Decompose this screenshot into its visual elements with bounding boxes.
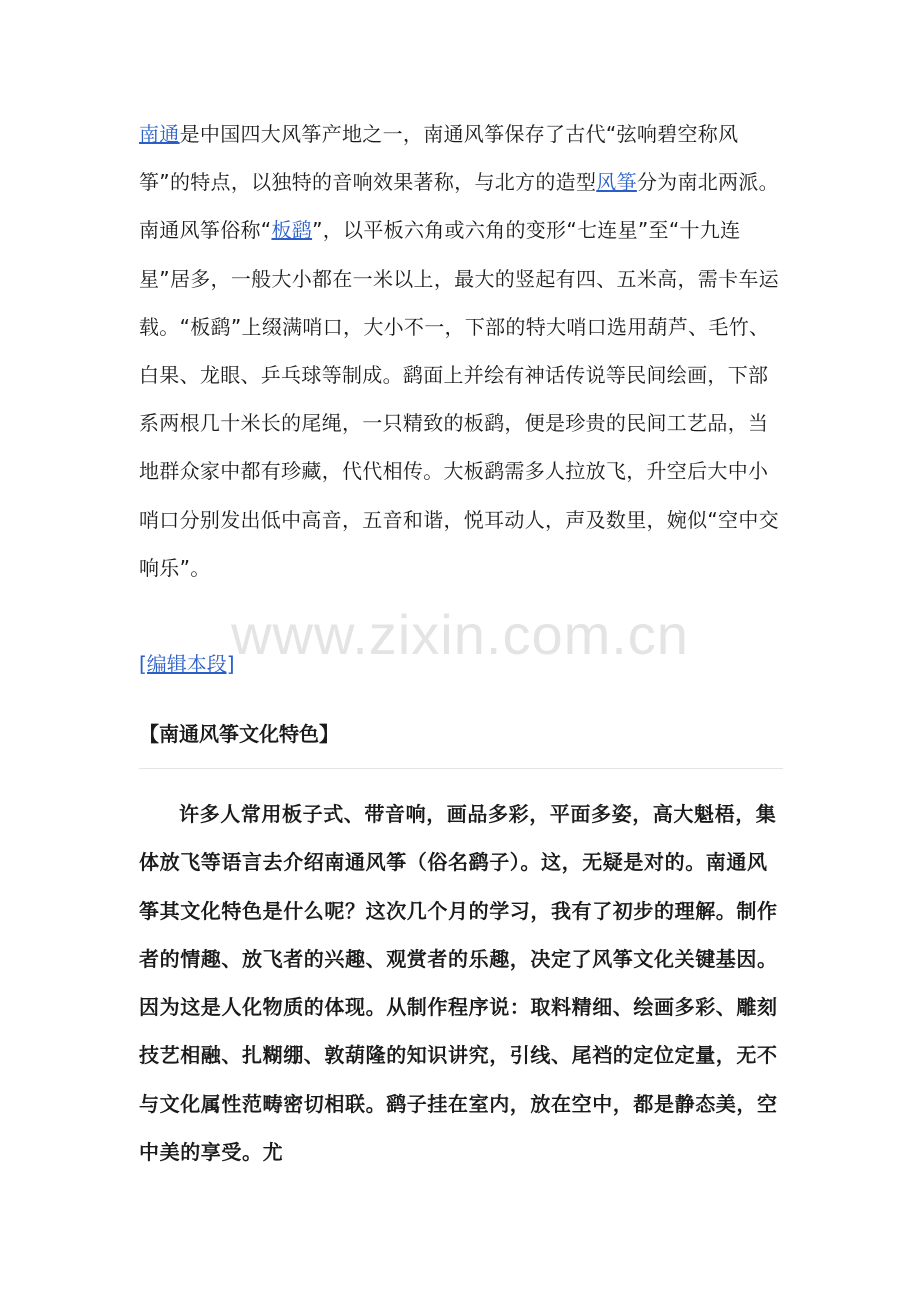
link-banyao[interactable]: 板鹞 [271,218,313,243]
section-divider [139,768,783,769]
intro-text-3: ”，以平板六角或六角的变形“七连星”至“十九连星”居多，一般大小都在一米以上，最大的竖起有四、五米高，需卡车运载。“板鹞”上缀满哨口，大小不一，下部的特大哨口选用葫芦、毛竹、白果、龙眼、乒乓球等制成。鹞面上并绘有神话传说等民间绘画，下部系两根几十米长的尾绳，一只精致的板鹞，便是珍贵的民间工艺品，当地群众家中都有珍藏，代代相传。大板鹞需多人拉放飞，升空后大中小哨口分别发出低中高音，五音和谐，悦耳动人，声及数里，婉似“空中交响乐”。 [139,218,779,580]
intro-paragraph [139,110,783,592]
section-heading: 【南通风筝文化特色】 [139,722,339,746]
watermark: www.zixin.com.cn [231,603,689,666]
link-nantong[interactable]: 南通 [139,122,180,146]
intro-text-2: 分为南北两派。南通风筝俗称“ [139,170,779,243]
link-fengzheng[interactable]: 风筝 [596,170,637,195]
intro-text-1: 是中国四大风筝产地之一，南通风筝保存了古代“弦响碧空称风筝”的特点，以独特的音响效果著称，与北方的造型 [139,122,739,195]
article-body [139,110,783,592]
section-paragraph: 许多人常用板子式、带音响，画品多彩，平面多姿，高大魁梧，集体放飞等语言去介绍南通风筝（俗名鹞子）。这，无疑是对的。南通风筝其文化特色是什么呢？这次几个月的学习，我有了初步的理解。制作者的情趣、放飞者的兴趣、观赏者的乐趣，决定了风筝文化关键基因。因为这是人化物质的体现。从制作程序说：取料精细、绘画多彩、雕刻技艺相融、扎糊绷、敦葫隆的知识讲究，引线、尾裆的定位定量，无不与文化属性范畴密切相联。鹞子挂在室内，放在空中，都是静态美，空中美的享受。尤 [139,802,778,1165]
edit-section-link[interactable]: [编辑本段] [139,652,235,676]
